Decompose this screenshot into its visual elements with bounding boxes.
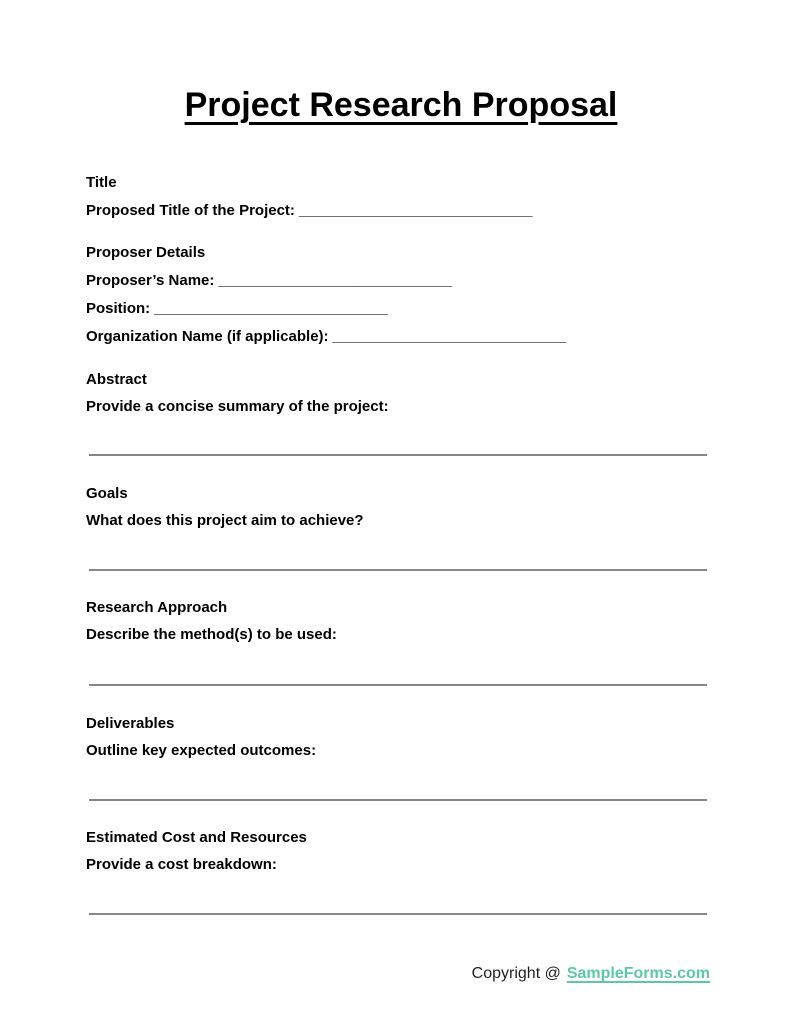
field-label: Position: bbox=[86, 300, 151, 317]
deliverables-section-heading: Deliverables bbox=[86, 715, 175, 732]
field-blank: ____________________________ bbox=[218, 272, 452, 289]
research-prompt: Describe the method(s) to be used: bbox=[86, 626, 337, 643]
answer-line-abstract bbox=[89, 454, 707, 456]
cost-section-heading: Estimated Cost and Resources bbox=[86, 829, 307, 846]
proposer-section-heading: Proposer Details bbox=[86, 244, 206, 261]
copyright-text: Copyright @ bbox=[471, 965, 561, 982]
sampleforms-link[interactable]: SampleForms.com bbox=[566, 965, 710, 982]
answer-line-deliverables bbox=[89, 799, 707, 801]
deliverables-prompt: Outline key expected outcomes: bbox=[86, 742, 317, 759]
field-label: Organization Name (if applicable): bbox=[86, 328, 329, 345]
document-title: Project Research Proposal bbox=[184, 86, 618, 124]
field-blank: ____________________________ bbox=[332, 328, 567, 345]
proposer-name-field bbox=[86, 271, 452, 291]
organization-field bbox=[86, 327, 566, 347]
cost-prompt: Provide a cost breakdown: bbox=[86, 856, 277, 873]
title-section-heading: Title bbox=[86, 174, 117, 191]
proposed-title-field bbox=[86, 201, 533, 221]
research-section-heading: Research Approach bbox=[86, 599, 228, 616]
field-label: Proposer’s Name: bbox=[86, 272, 215, 289]
abstract-section-heading: Abstract bbox=[86, 371, 147, 388]
answer-line-cost bbox=[89, 913, 707, 915]
field-blank: ____________________________ bbox=[154, 300, 388, 317]
field-blank: ____________________________ bbox=[298, 202, 533, 219]
goals-prompt: What does this project aim to achieve? bbox=[86, 512, 364, 529]
footer bbox=[472, 965, 710, 983]
answer-line-goals bbox=[89, 569, 707, 571]
goals-section-heading: Goals bbox=[86, 485, 128, 502]
position-field bbox=[86, 299, 388, 319]
answer-line-research bbox=[89, 684, 707, 686]
abstract-prompt: Provide a concise summary of the project: bbox=[86, 398, 389, 415]
field-label: Proposed Title of the Project: bbox=[86, 202, 295, 219]
